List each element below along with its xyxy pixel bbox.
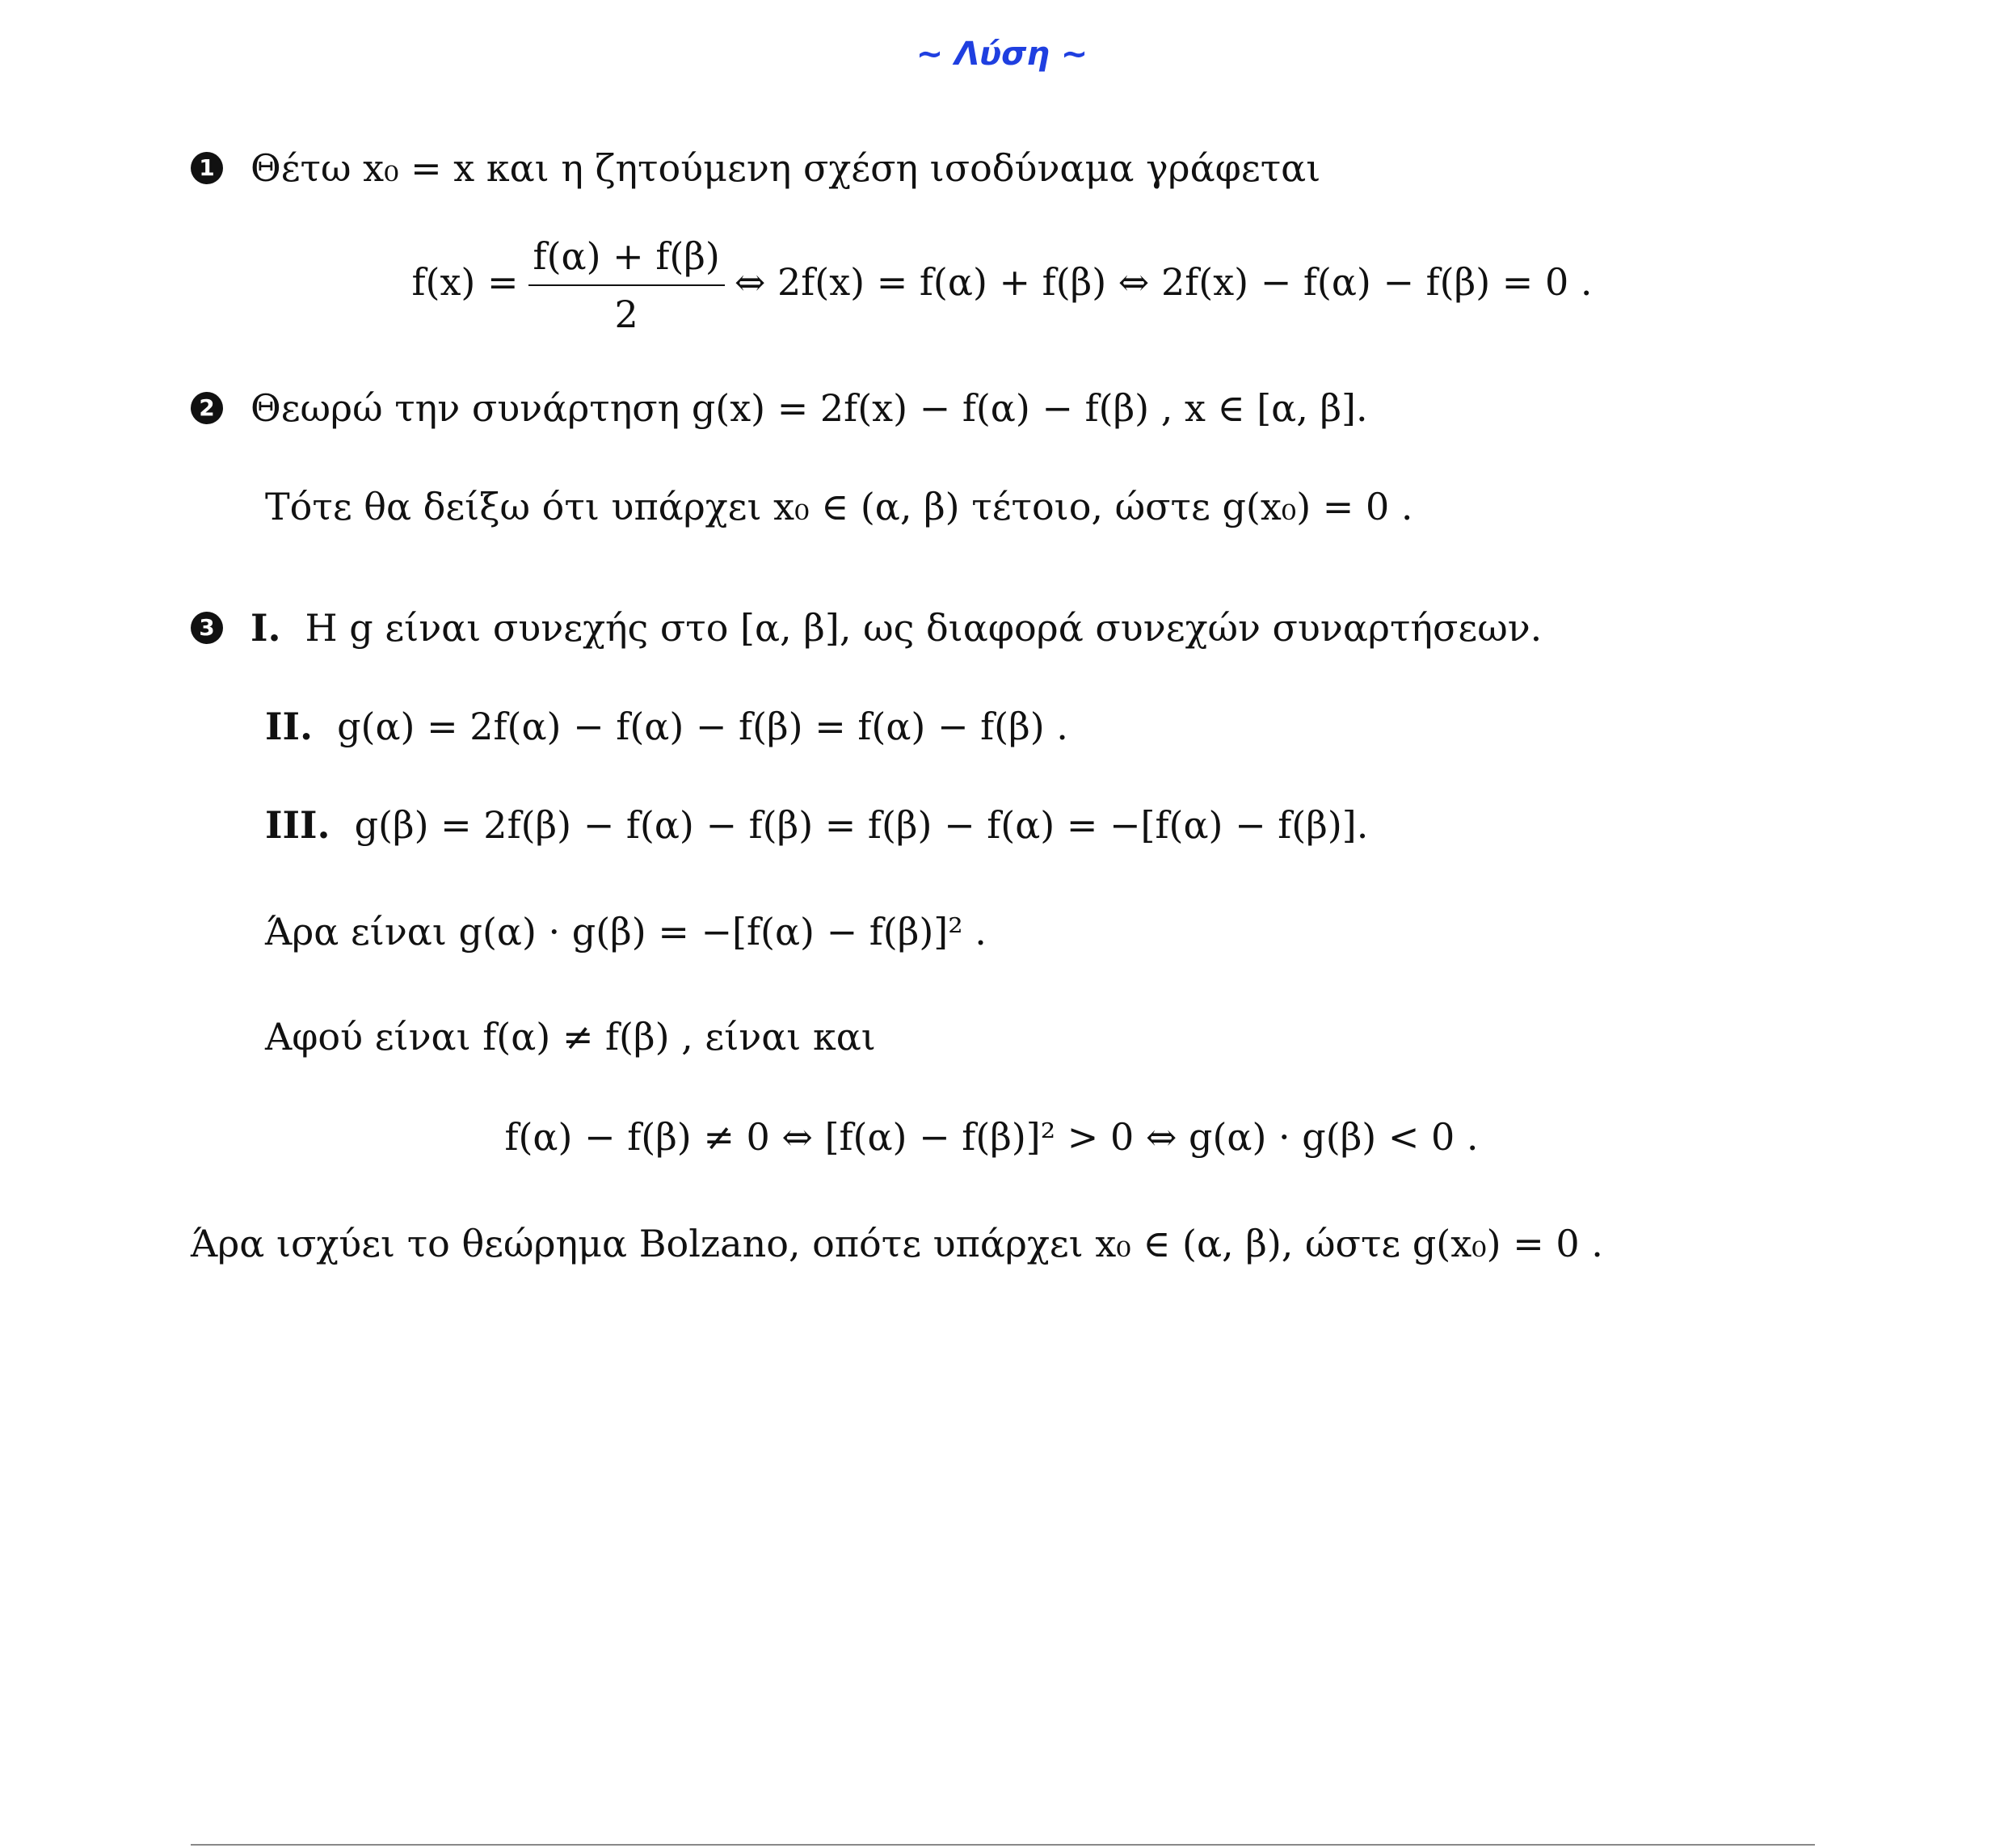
bullet-2-icon: 2 <box>191 392 223 424</box>
fraction-numerator: f(α) + f(β) <box>528 234 725 286</box>
equation-1 <box>0 234 2004 336</box>
footer-divider <box>191 1844 1815 1846</box>
equation-1-fraction <box>528 234 725 336</box>
step-3-iii-label: III. <box>265 803 330 847</box>
step-3-ii-text: g(α) = 2f(α) − f(α) − f(β) = f(α) − f(β) . <box>337 705 1068 748</box>
equation-1-lhs: f(x) = <box>411 260 519 304</box>
bullet-1-icon: 1 <box>191 152 223 184</box>
step-3-i-text: Η g είναι συνεχής στο [α, β], ως διαφορά συνεχών συναρτήσεων. <box>305 606 1543 650</box>
step-2-text-2: Τότε θα δείξω ότι υπάρχει x₀ ∈ (α, β) τέτοιο, ώστε g(x₀) = 0 . <box>265 485 1413 528</box>
step-3-ii-line <box>265 705 1068 748</box>
conclusion-text: Άρα ισχύει το θεώρημα Bolzano, οπότε υπάρχει x₀ ∈ (α, β), ώστε g(x₀) = 0 . <box>191 1222 1603 1265</box>
step-3-ii-label: II. <box>265 705 314 748</box>
step-3-line <box>191 606 1543 650</box>
step-2-line-2 <box>265 485 1413 528</box>
step-3-ara-text: Άρα είναι g(α) · g(β) = −[f(α) − f(β)]² . <box>265 910 987 953</box>
step-3-i-label: I. <box>250 606 281 650</box>
equation-1-rhs: ⇔ 2f(x) = f(α) + f(β) ⇔ 2f(x) − f(α) − f(β) = 0 . <box>734 260 1593 304</box>
step-3-afou-text: Αφού είναι f(α) ≠ f(β) , είναι και <box>265 1015 876 1059</box>
step-3-iii-text: g(β) = 2f(β) − f(α) − f(β) = f(β) − f(α) = −[f(α) − f(β)]. <box>354 803 1369 847</box>
step-3-ara-line <box>265 910 987 953</box>
step-3-afou-line <box>265 1015 876 1059</box>
step-2-text: Θεωρώ την συνάρτηση g(x) = 2f(x) − f(α) − f(β) , x ∈ [α, β]. <box>250 386 1368 430</box>
equation-2 <box>0 1115 1993 1159</box>
step-3-iii-line <box>265 803 1369 847</box>
fraction-denominator: 2 <box>614 293 638 336</box>
step-1-text: Θέτω x₀ = x και η ζητούμενη σχέση ισοδύναμα γράφεται <box>250 146 1321 190</box>
conclusion-line <box>191 1222 1603 1265</box>
bullet-3-icon: 3 <box>191 612 223 644</box>
step-1-line <box>191 146 1321 190</box>
step-2-line <box>191 386 1368 430</box>
equation-2-text: f(α) − f(β) ≠ 0 ⇔ [f(α) − f(β)]² > 0 ⇔ g(α) · g(β) < 0 . <box>504 1115 1479 1159</box>
page-title: ~ Λύση ~ <box>916 36 1088 73</box>
